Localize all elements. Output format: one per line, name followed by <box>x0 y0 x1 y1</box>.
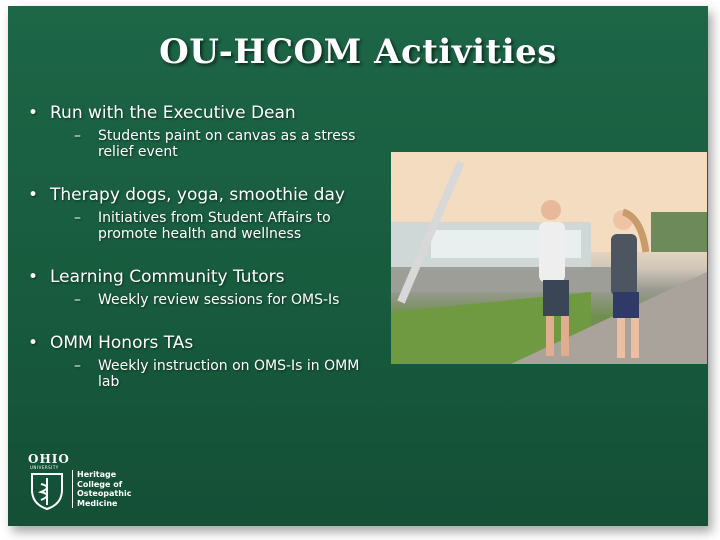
sub-bullet <box>26 292 406 308</box>
bullet-icon: • <box>28 103 39 123</box>
logo-line: Osteopathic <box>77 489 132 498</box>
wall <box>391 267 611 292</box>
bullet-item <box>26 184 406 206</box>
bullet-group <box>26 102 406 160</box>
slide <box>8 6 708 526</box>
dash-icon: – <box>74 128 81 144</box>
sub-bullet-line: Initiatives from Student Affairs to <box>98 210 331 226</box>
sub-bullet <box>26 358 406 390</box>
logo-ohio-text: OHIO <box>28 452 70 466</box>
sub-bullet-line: Weekly review sessions for OMS-Is <box>98 292 340 308</box>
runner-leg <box>631 318 639 358</box>
bullet-group <box>26 266 406 308</box>
logo-line: College of <box>77 479 123 489</box>
runner-leg <box>617 318 625 358</box>
logo-line: Medicine <box>77 498 118 508</box>
running-photo <box>391 152 707 364</box>
bullet-text: Run with the Executive Dean <box>50 103 296 123</box>
sub-bullet-line: Students paint on canvas as a stress <box>98 128 356 144</box>
runner-shorts <box>613 292 639 318</box>
bullet-text: Learning Community Tutors <box>50 267 285 287</box>
shield-icon <box>30 472 64 510</box>
sub-bullet-line: Weekly instruction on OMS-Is in OMM <box>98 358 360 374</box>
sub-bullet-line: lab <box>98 374 120 390</box>
bullet-text: OMM Honors TAs <box>50 333 194 353</box>
bullet-item <box>26 332 406 354</box>
bullet-text: Therapy dogs, yoga, smoothie day <box>50 185 345 205</box>
runner-top <box>611 234 637 296</box>
dash-icon: – <box>74 292 81 308</box>
bullet-icon: • <box>28 267 39 287</box>
bullet-group <box>26 332 406 390</box>
runner-head <box>541 200 561 220</box>
dash-icon: – <box>74 358 81 374</box>
bullet-icon: • <box>28 185 39 205</box>
slide-title: OU-HCOM Activities <box>159 32 557 72</box>
trees <box>651 212 707 252</box>
runner-leg <box>561 316 569 356</box>
runner-leg <box>546 316 554 356</box>
bullet-list <box>26 102 406 414</box>
sub-bullet-line: relief event <box>98 144 178 160</box>
sub-bullet <box>26 210 406 242</box>
runner-shirt <box>539 222 565 282</box>
sub-bullet <box>26 128 406 160</box>
college-logo <box>28 452 158 516</box>
logo-college-name <box>72 470 131 508</box>
runner-shorts <box>543 280 569 316</box>
sub-bullet-line: promote health and wellness <box>98 226 302 242</box>
photo-illustration <box>391 152 707 364</box>
bullet-item <box>26 266 406 288</box>
logo-line: Heritage <box>77 470 117 479</box>
logo-university-text: UNIVERSITY <box>30 465 59 470</box>
bullet-group <box>26 184 406 242</box>
bullet-item <box>26 102 406 124</box>
bullet-icon: • <box>28 333 39 353</box>
dash-icon: – <box>74 210 81 226</box>
